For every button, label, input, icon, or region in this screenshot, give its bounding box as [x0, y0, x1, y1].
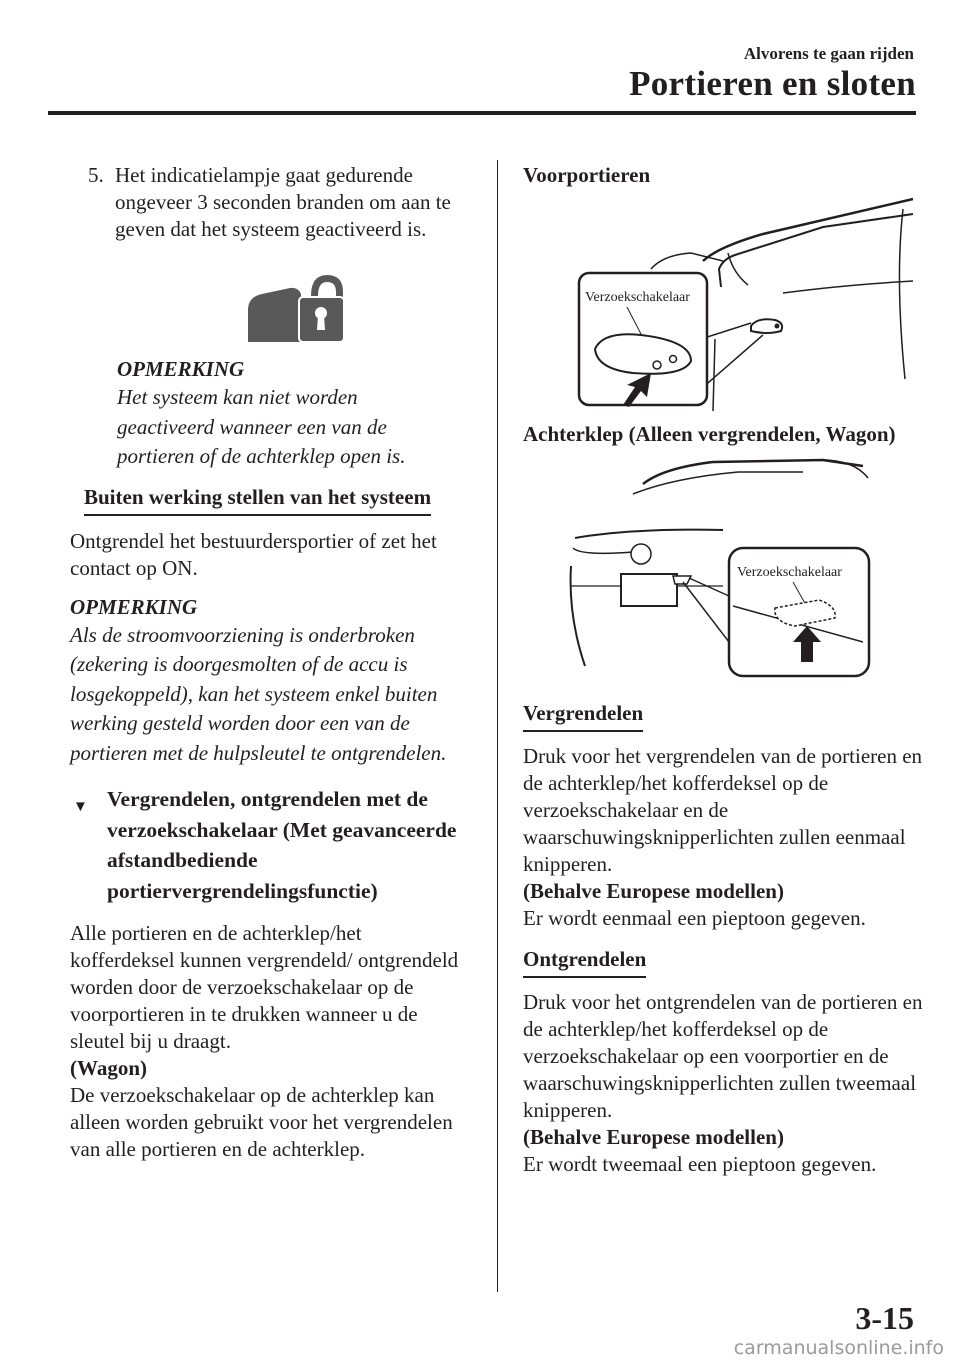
unlock-beep-text: Er wordt tweemaal een pieptoon gegeven.: [523, 1152, 877, 1176]
paragraph-1: Alle portieren en de achterklep/het kofferdeksel kunnen vergrendeld/ ontgrendeld worden door de verzoekschakelaar op de voorportieren in te drukken wanneer u de sleutel bij u draagt.: [70, 921, 459, 1053]
lock-text: Druk voor het vergrendelen van de portieren en de achterklep/het kofferdeksel op de verzoekschakelaar en de waarschuwingsknipperlichten zullen eenmaal knipperen.: [523, 744, 923, 876]
note-1: [117, 356, 460, 472]
step-text: Het indicatielampje gaat gedurende ongeveer 3 seconden branden om aan te geven dat het systeem geactiveerd is.: [115, 163, 451, 241]
paragraph-2: De verzoekschakelaar op de achterklep kan alleen worden gebruikt voor het vergrendelen van alle portieren en de achterklep.: [70, 1083, 453, 1161]
lock-beep-text: Er wordt eenmaal een pieptoon gegeven.: [523, 906, 866, 930]
step-5: [70, 162, 460, 243]
liftgate-illustration: [523, 456, 923, 688]
page-number: 3-15: [855, 1300, 914, 1336]
watermark: carmanualsonline.info: [733, 1337, 944, 1359]
lock-heading: Vergrendelen: [523, 700, 643, 732]
column-divider: [497, 160, 498, 1292]
front-door-illustration: [523, 189, 923, 411]
figure-1-caption: Voorportieren: [523, 163, 651, 187]
unlock-bold-note: (Behalve Europese modellen): [523, 1125, 784, 1149]
left-column: [70, 160, 460, 1163]
figure-2-caption: Achterklep (Alleen vergrendelen, Wagon): [523, 422, 896, 446]
unlock-text: Druk voor het ontgrendelen van de portieren en de achterklep/het kofferdeksel op de verzoekschakelaar op een voorportier en de waarschuwingsknipperlichten zullen tweemaal knipperen.: [523, 990, 923, 1122]
door-lock-indicator-icon: [238, 270, 348, 350]
note-2: [70, 594, 460, 769]
lock-bold-note: (Behalve Europese modellen): [523, 879, 784, 903]
triangle-marker-icon: ▼: [73, 799, 88, 815]
step-number: 5.: [88, 163, 104, 187]
figure-1-label: Verzoekschakelaar: [585, 290, 690, 305]
wagon-label: (Wagon): [70, 1056, 148, 1080]
header-chapter: Alvorens te gaan rijden: [743, 44, 914, 63]
section-text: Ontgrendel het bestuurdersportier of zet het contact op ON.: [70, 528, 437, 580]
note-title: OPMERKING: [117, 357, 245, 381]
page-title: Portieren en sloten: [629, 64, 916, 103]
header-rule: [48, 111, 916, 115]
unlock-heading: Ontgrendelen: [523, 946, 646, 978]
subsection-heading: [70, 784, 460, 906]
subsection-heading-text: Vergrendelen, ontgrendelen met de verzoekschakelaar (Met geavanceerde afstandbediende portiervergrendelingsfunctie): [107, 787, 457, 903]
note-text: Het systeem kan niet worden geactiveerd wanneer een van de portieren of de achterklep open is.: [117, 385, 406, 468]
figure-2-label: Verzoekschakelaar: [737, 565, 842, 580]
section-heading: Buiten werking stellen van het systeem: [84, 484, 431, 516]
note-text: Als de stroomvoorziening is onderbroken (zekering is doorgesmolten of de accu is losgekoppeld), kan het systeem enkel buiten werking gesteld worden door een van de portieren met de hulpsleutel te ontgrendelen.: [70, 622, 447, 765]
note-title: OPMERKING: [70, 594, 198, 619]
right-column: [523, 160, 923, 1178]
